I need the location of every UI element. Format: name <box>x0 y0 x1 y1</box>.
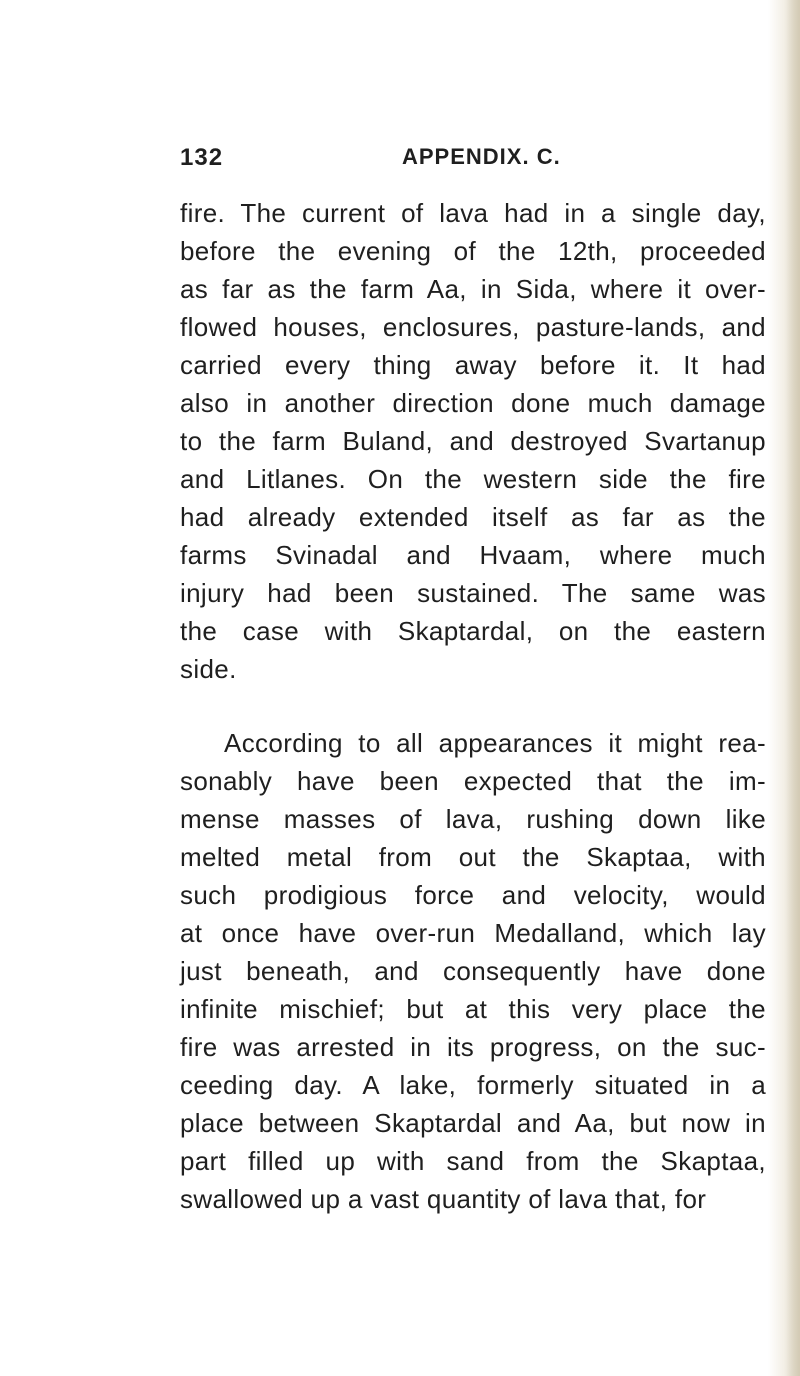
text-line: mense masses of lava, rushing down like <box>180 804 766 834</box>
text-line: melted metal from out the Skaptaa, with <box>180 842 766 872</box>
text-line: to the farm Buland, and destroyed Svartanup <box>180 426 766 456</box>
text-line: fire was arrested in its progress, on the suc- <box>180 1032 766 1062</box>
page-header <box>180 144 740 176</box>
page-edge-shadow <box>786 0 800 1376</box>
text-line: flowed houses, enclosures, pasture-lands, and <box>180 312 766 342</box>
text-line: According to all appearances it might rea- <box>224 728 766 758</box>
text-line: infinite mischief; but at this very place the <box>180 994 766 1024</box>
text-line: the case with Skaptardal, on the eastern <box>180 616 766 646</box>
text-line: part filled up with sand from the Skaptaa, <box>180 1146 766 1176</box>
text-line: ceeding day. A lake, formerly situated in a <box>180 1070 766 1100</box>
text-line: had already extended itself as far as the <box>180 502 766 532</box>
text-line: at once have over-run Medalland, which lay <box>180 918 766 948</box>
text-line: and Litlanes. On the western side the fire <box>180 464 766 494</box>
text-line: as far as the farm Aa, in Sida, where it over- <box>180 274 766 304</box>
paragraph-1 <box>180 194 766 688</box>
text-line: also in another direction done much damage <box>180 388 766 418</box>
text-line: before the evening of the 12th, proceeded <box>180 236 766 266</box>
text-line: carried every thing away before it. It had <box>180 350 766 380</box>
text-line: just beneath, and consequently have done <box>180 956 766 986</box>
text-line: such prodigious force and velocity, would <box>180 880 766 910</box>
paragraph-2 <box>180 724 766 1218</box>
text-line: swallowed up a vast quantity of lava that, for <box>180 1184 707 1214</box>
text-line: injury had been sustained. The same was <box>180 578 766 608</box>
text-line: farms Svinadal and Hvaam, where much <box>180 540 766 570</box>
text-line: place between Skaptardal and Aa, but now in <box>180 1108 766 1138</box>
text-line: fire. The current of lava had in a single day, <box>180 198 766 228</box>
text-line: side. <box>180 654 237 684</box>
page-number: 132 <box>180 144 224 171</box>
body-text <box>180 194 766 1218</box>
text-line: sonably have been expected that the im- <box>180 766 766 796</box>
paragraph-gap <box>180 688 766 724</box>
running-head: APPENDIX. C. <box>402 144 561 169</box>
